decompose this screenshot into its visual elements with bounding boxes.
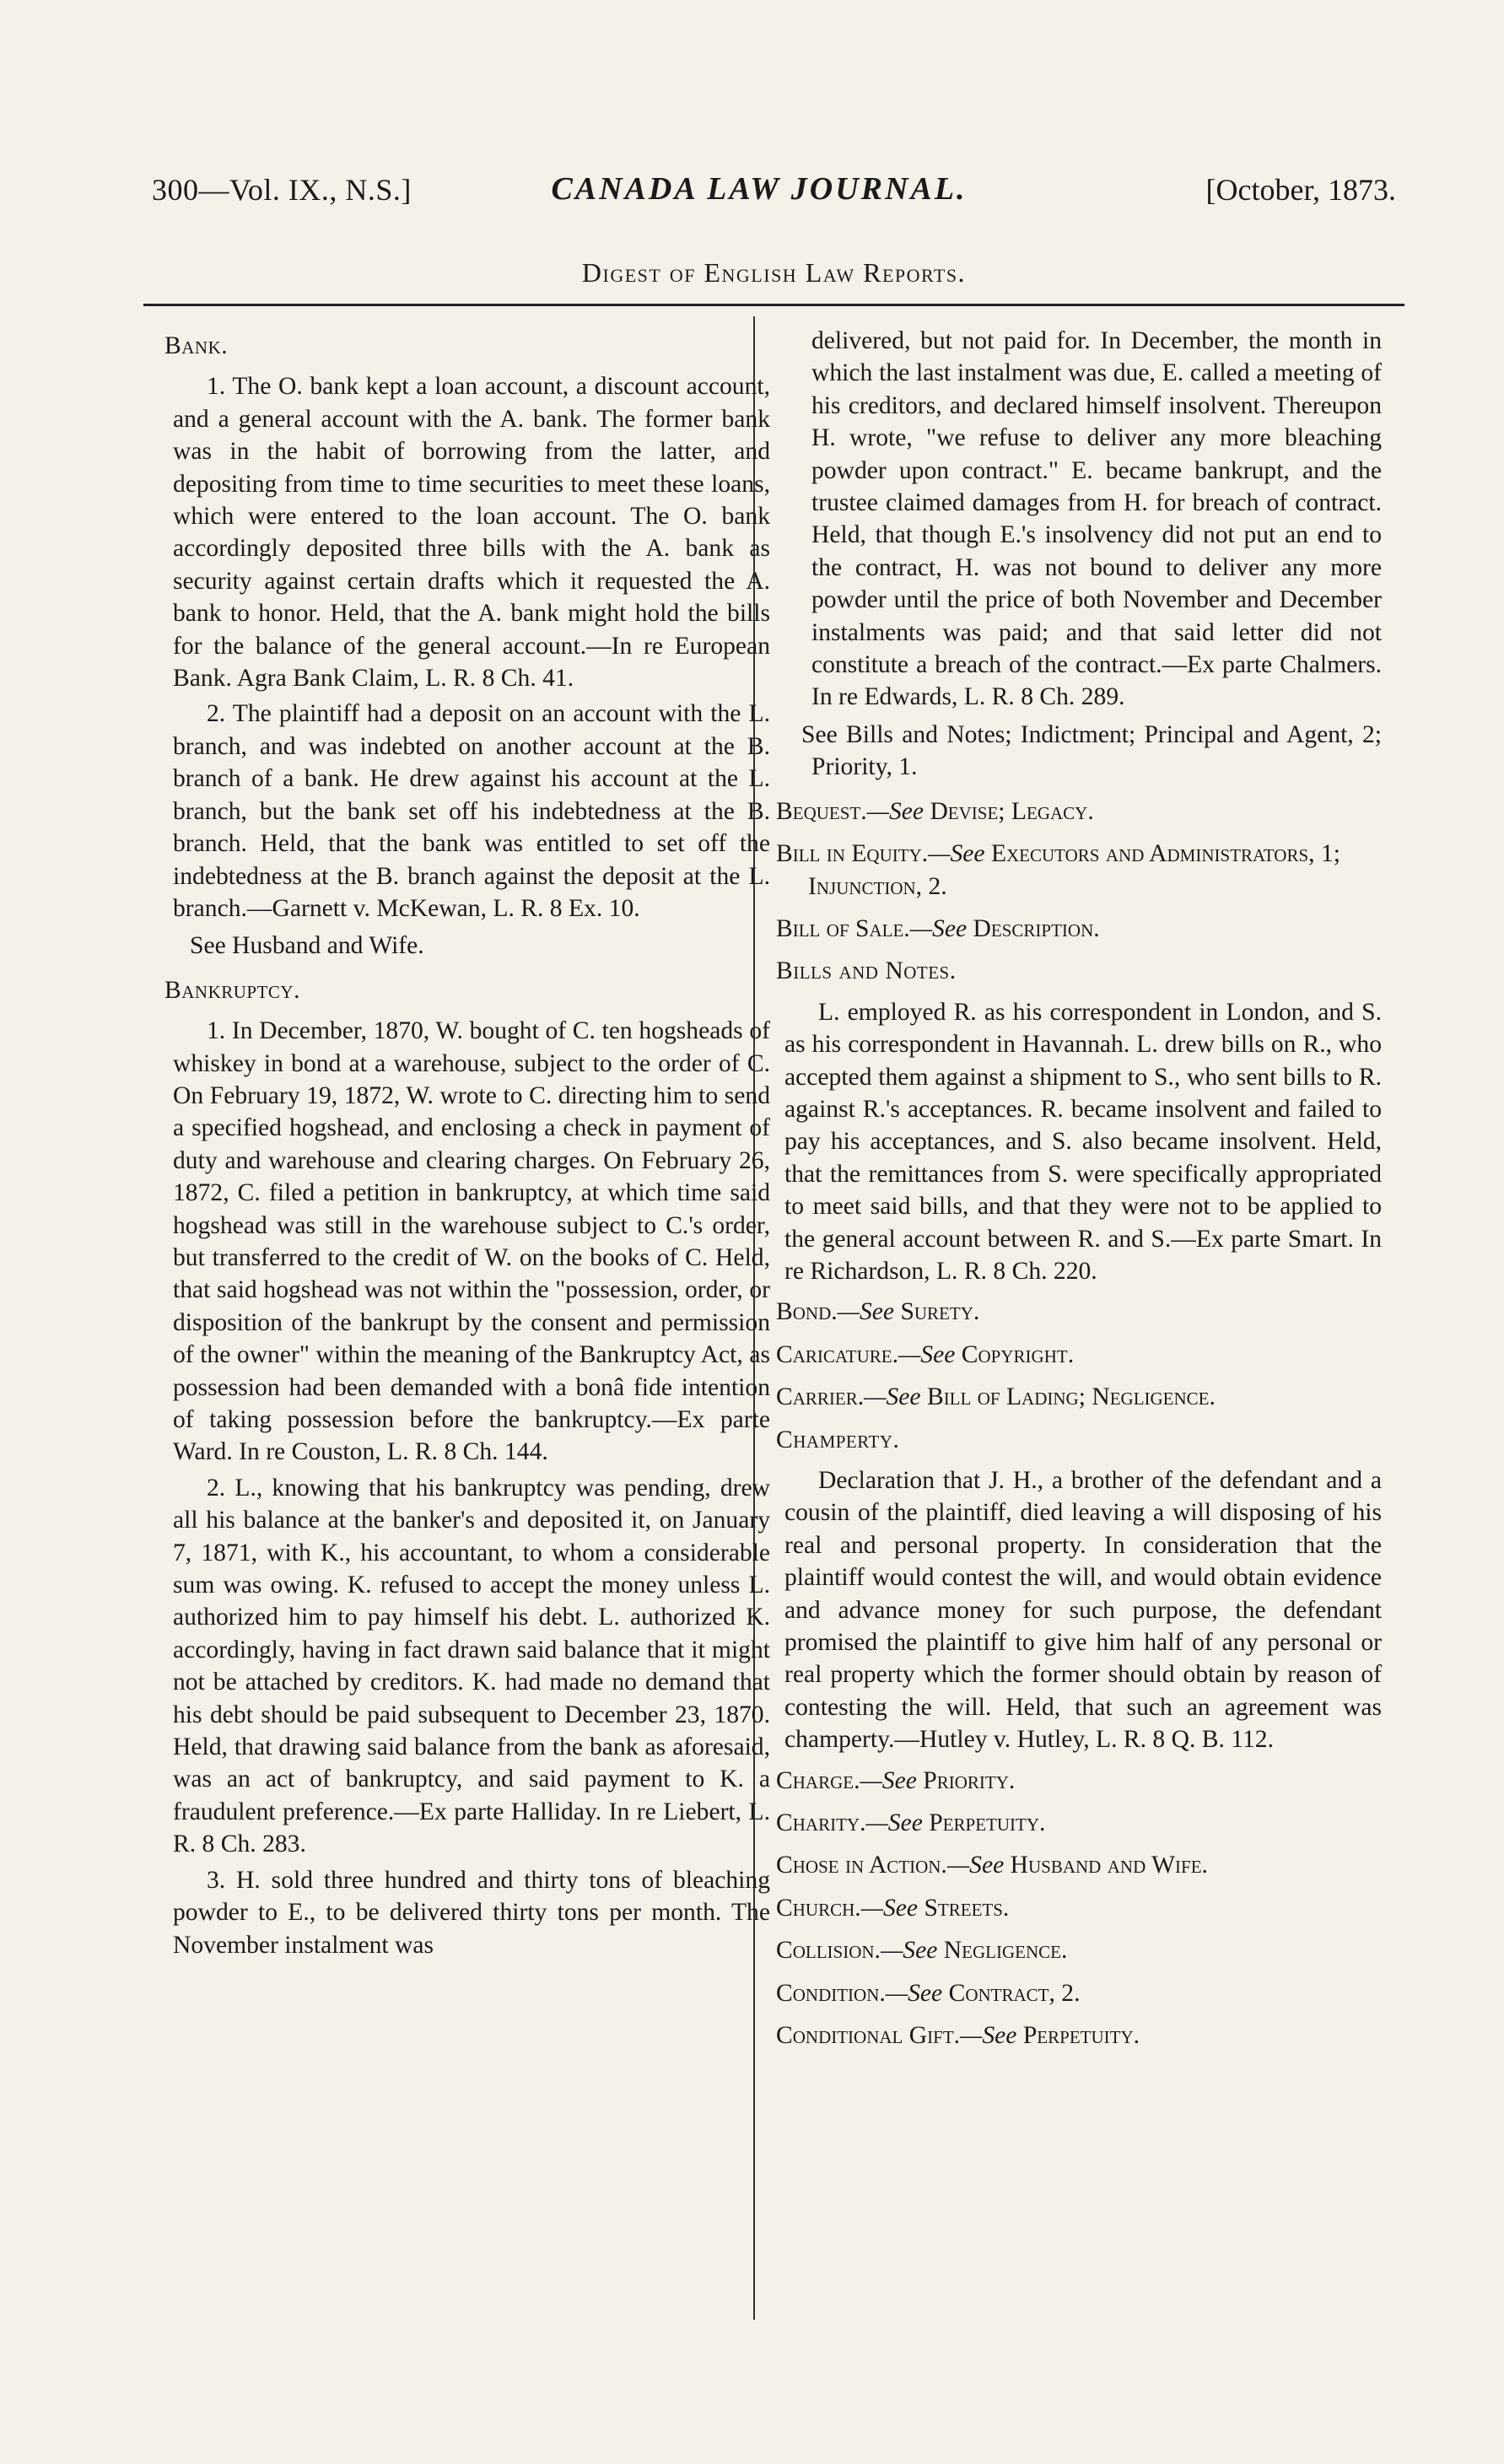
entry-term: Carrier. [776,1383,865,1411]
entry-caricature [776,1339,1382,1371]
entry-see: —See [864,1383,921,1411]
entry-see: —See [898,1340,956,1368]
running-head [152,172,1396,216]
entry-see: —See [909,914,968,942]
entry-bequest [776,795,1382,828]
champerty-paragraph: Declaration that J. H., a brother of the defendant and a cousin of the plaintiff, died leaving a will disposing of his real and personal property. In consideration that the plaintiff would contest the will, and would obtain evidence and advance money for such purpose, the defendant promised the plaintiff to give him half of any personal or real property which the former should obtain by reason of contesting the will. Held, that such an agreement was champerty.—Hutley v. Hutley, L. R. 8 Q. B. 112. [784,1467,1382,1754]
entry-term: Bill in Equity. [776,840,929,868]
entry-term: Charity. [776,1809,866,1837]
entry-bill-of-sale [776,913,1382,945]
entry-ref: Description. [973,914,1100,942]
bank-paragraph-2: 2. The plaintiff had a deposit on an account with the L. branch, and was indebted on another account at the B. branch of a bank. He drew against his account at the L. branch, but the bank set off his indebtedness at the B. branch. Held, that the bank was entitled to set off the indebtedness at the B. branch against the deposit at the L. branch.—Garnett v. McKewan, L. R. 8 Ex. 10. [173,700,770,922]
entry-chose-in-action [776,1849,1382,1881]
entry-church [776,1892,1382,1924]
entry-see: —See [860,1766,917,1794]
entry-ref: Husband and Wife. [1010,1852,1208,1879]
heading-bankruptcy: Bankruptcy. [164,976,300,1004]
bills-notes-paragraph: L. employed R. as his correspondent in London, and S. as his correspondent in Havannah. L. drew bills on R., who accepted them against a shipment to S., who sent bills to R. against R.'s acceptances. R. became insolvent and failed to pay his acceptances, and S. also became insolvent. Held, that the remittances from S. were specifically appropriated to meet said bills, and that they were not to be applied to the general account between R. and S.—Ex parte Smart. In re Richardson, L. R. 8 Ch. 220. [784,998,1382,1285]
entry-see: —See [860,1894,919,1922]
entry-term: Bond. [776,1298,838,1326]
entry-ref: Perpetuity. [1022,2022,1140,2050]
entry-see: —See [866,797,925,825]
entry-term: Bequest. [776,797,867,825]
entry-see: —See [880,1937,938,1965]
entry-see: —See [928,840,985,868]
entry-ref: Bill of Lading; Negligence. [926,1383,1216,1411]
entry-see: —See [837,1298,895,1326]
entry-term: Collision. [776,1937,881,1965]
entry-term: Caricature. [776,1340,898,1368]
entry-ref: Negligence. [943,1937,1068,1965]
entry-see: —See [865,1809,923,1837]
heading-champerty: Champerty. [776,1426,900,1453]
entry-charge [776,1765,1382,1797]
entry-term: Charge. [776,1766,860,1794]
bank-paragraph-1: 1. The O. bank kept a loan account, a discount account, and a general account with the A. bank. The former bank was in the habit of borrowing from the latter, and depositing from time to time securities to meet these loans, which were entered to the loan account. The O. bank accordingly deposited three bills with the A. bank as security against certain drafts which it requested the A. bank to honor. Held, that the A. bank might hold the bills for the balance of the general account.—In re European Bank. Agra Bank Claim, L. R. 8 Ch. 41. [173,373,770,693]
entry-term: Church. [776,1894,861,1922]
entry-ref: Devise; Legacy. [930,797,1094,825]
heading-bills-and-notes: Bills and Notes. [776,957,957,985]
bankruptcy-continuation: delivered, but not paid for. In December, the month in which the last instalment was due, E. called a meeting of his creditors, and declared himself insolvent. Thereupon H. wrote, "we refuse to deliver any more bleaching powder upon contract." E. became bankrupt, and the trustee claimed damages from H. for breach of contract. Held, that though E.'s insolvency did not put an end to the contract, H. was not bound to deliver any more powder until the price of both November and December instalments was paid; and that said letter did not constitute a breach of the contract.—Ex parte Chalmers. In re Edwards, L. R. 8 Ch. 289. [811,327,1382,711]
entry-conditional-gift [776,2019,1382,2052]
bankruptcy-paragraph-1: 1. In December, 1870, W. bought of C. ten hogsheads of whiskey in bond at a warehouse, subject to the order of C. On February 19, 1872, W. wrote to C. directing him to send a specified hogshead, and enclosing a check in payment of duty and warehouse and clearing charges. On February 26, 1872, C. filed a petition in bankruptcy, at which time said hogshead was still in the warehouse subject to C.'s order, but transferred to the credit of W. on the books of C. Held, that said hogshead was not within the "possession, order, or disposition of the bankrupt by the consent and permission of the owner" within the meaning of the Bankruptcy Act, as possession had been demanded with a bonâ fide intention of taking possession before the bankruptcy.—Ex parte Ward. In re Couston, L. R. 8 Ch. 144. [173,1017,770,1466]
issue-date: [October, 1873. [1205,173,1396,207]
entry-ref: Contract, 2. [948,1979,1081,2007]
entry-see: —See [946,1852,1005,1879]
entry-ref: Executors and Administrators, 1; Injunction, 2. [808,840,1340,900]
entry-ref: Priority. [923,1766,1016,1794]
entry-ref: Perpetuity. [929,1809,1046,1837]
entry-term: Conditional Gift. [776,2022,961,2050]
bankruptcy-paragraph-2: 2. L., knowing that his bankruptcy was pending, drew all his balance at the banker's and deposited it, on January 7, 1871, with K., his accountant, to whom a considerable sum was owing. K. refused to accept the money unless L. authorized him to pay himself his debt. L. authorized K. accordingly, having in fact drawn said balance that it might not be attached by creditors. K. had made no demand that his debt should be paid subsequent to December 23, 1870. Held, that drawing said balance from the bank as aforesaid, was an act of bankruptcy, and said payment to K. a fraudulent preference.—Ex parte Halliday. In re Liebert, L. R. 8 Ch. 283. [173,1474,770,1858]
entry-charity [776,1807,1382,1839]
entry-collision [776,1934,1382,1966]
entry-condition [776,1977,1382,2009]
section-title: Digest of English Law Reports. [581,257,967,288]
right-column [776,325,1382,2062]
left-column [164,325,770,1965]
entry-ref: Surety. [900,1298,980,1326]
entry-see: —See [885,1979,943,2007]
entry-bond [776,1296,1382,1328]
entry-carrier [776,1381,1382,1413]
heading-bank: Bank. [164,332,229,359]
header-rule [143,304,1404,306]
entry-ref: Copyright. [961,1340,1075,1368]
entry-see: —See [960,2022,1017,2050]
bankruptcy-paragraph-3: 3. H. sold three hundred and thirty tons of bleaching powder to E., to be delivered thirty tons per month. The November instalment was [173,1866,770,1959]
journal-title: CANADA LAW JOURNAL. [551,171,968,207]
entry-term: Condition. [776,1979,886,2007]
entry-ref: Streets. [924,1894,1010,1922]
bank-see-also: See Husband and Wife. [190,932,424,960]
entry-term: Bill of Sale. [776,914,910,942]
entry-term: Chose in Action. [776,1852,947,1879]
entry-bill-in-equity [776,838,1382,903]
volume-reference: 300—Vol. IX., N.S.] [152,173,412,207]
bankruptcy-see-also: See Bills and Notes; Indictment; Principal and Agent, 2; Priority, 1. [801,720,1382,781]
